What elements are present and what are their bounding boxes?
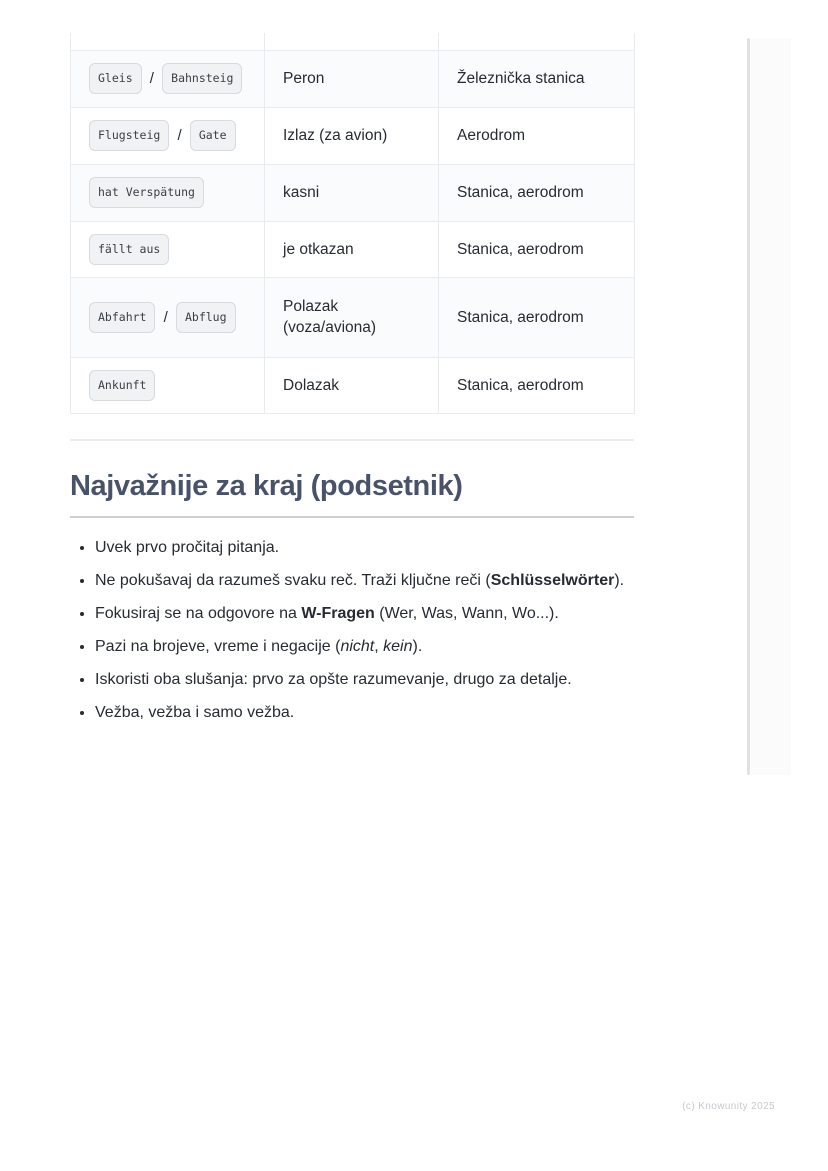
context-cell: Stanica, aerodrom	[439, 277, 635, 357]
text: Uvek prvo pročitaj pitanja.	[95, 538, 280, 556]
term-cell	[71, 107, 265, 164]
german-term-chip: Gate	[190, 120, 236, 151]
text: ,	[374, 637, 384, 655]
german-term-chip: Bahnsteig	[162, 63, 242, 94]
term-cell-partial	[71, 33, 265, 50]
table-row	[71, 50, 635, 107]
term-cell	[71, 357, 265, 413]
table-row	[71, 164, 635, 221]
german-term-chip: Abfahrt	[89, 302, 155, 333]
context-cell: Aerodrom	[439, 107, 635, 164]
table-row-partial	[71, 33, 635, 50]
context-cell: Stanica, aerodrom	[439, 221, 635, 277]
italic-text: nicht	[340, 637, 375, 655]
term-cell	[71, 277, 265, 357]
table-row	[71, 107, 635, 164]
reminder-item	[95, 570, 634, 591]
term-separator: /	[145, 70, 159, 87]
german-term-chip: fällt aus	[89, 234, 169, 265]
footer-copyright: (c) Knowunity 2025	[682, 1101, 775, 1112]
reminder-item	[95, 702, 634, 723]
reminder-item	[95, 537, 634, 558]
reminder-item	[95, 603, 634, 624]
document-page-content	[70, 33, 634, 735]
adjacent-page-sliver	[751, 38, 791, 775]
context-cell-partial	[439, 33, 635, 50]
meaning-cell: je otkazan	[265, 221, 439, 277]
bold-text: Schlüsselwörter	[490, 571, 615, 589]
german-term-chip: hat Verspätung	[89, 177, 204, 208]
page-edge-divider	[747, 38, 750, 775]
text: ).	[614, 571, 625, 589]
term-cell	[71, 221, 265, 277]
german-term-chip: Gleis	[89, 63, 142, 94]
meaning-cell: Izlaz (za avion)	[265, 107, 439, 164]
term-separator: /	[159, 308, 172, 326]
text: (Wer, Was, Wann, Wo...).	[374, 604, 559, 622]
reminder-item	[95, 636, 634, 657]
text: Pazi na brojeve, vreme i negacije (	[95, 637, 341, 655]
table-row	[71, 357, 635, 413]
section-heading: Najvažnije za kraj (podsetnik)	[70, 467, 634, 518]
vocabulary-table	[70, 33, 635, 414]
term-separator: /	[173, 127, 186, 144]
meaning-cell-partial	[265, 33, 439, 50]
text: Ne pokušavaj da razumeš svaku reč. Traži ključne reči (	[95, 571, 491, 589]
german-term-chip: Ankunft	[89, 370, 155, 401]
term-cell	[71, 50, 265, 107]
context-cell: Stanica, aerodrom	[439, 357, 635, 413]
text: Iskoristi oba slušanja: prvo za opšte razumevanje, drugo za detalje.	[95, 670, 572, 688]
reminder-item	[95, 669, 634, 690]
meaning-cell: Polazak (voza/aviona)	[265, 277, 439, 357]
context-cell: Stanica, aerodrom	[439, 164, 635, 221]
text: ).	[412, 637, 423, 655]
meaning-cell: Peron	[265, 50, 439, 107]
text: Fokusiraj se na odgovore na	[95, 604, 302, 622]
table-row	[71, 221, 635, 277]
table-row	[71, 277, 635, 357]
text: Vežba, vežba i samo vežba.	[95, 703, 295, 721]
section-divider	[70, 439, 634, 441]
reminder-list	[70, 537, 634, 723]
context-cell: Železnička stanica	[439, 50, 635, 107]
bold-text: W-Fragen	[301, 604, 375, 622]
meaning-cell: kasni	[265, 164, 439, 221]
german-term-chip: Flugsteig	[89, 120, 169, 151]
vocabulary-table-body	[71, 50, 635, 413]
german-term-chip: Abflug	[176, 302, 236, 333]
term-cell	[71, 164, 265, 221]
vocabulary-table-cropped-row	[71, 33, 635, 50]
italic-text: kein	[383, 637, 413, 655]
meaning-cell: Dolazak	[265, 357, 439, 413]
